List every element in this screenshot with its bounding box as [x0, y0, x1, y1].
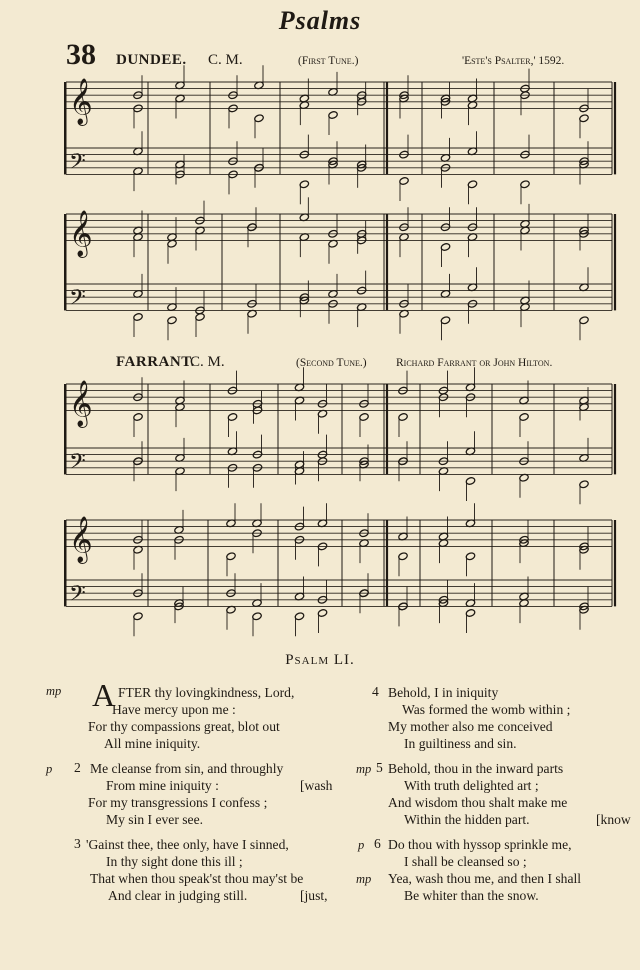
page-title: Psalms — [278, 6, 362, 35]
dynamic-marking: p — [46, 762, 53, 776]
verse-line: Within the hidden part. — [404, 812, 530, 827]
verse-line: With truth delighted art ; — [404, 778, 539, 793]
verse-line: In thy sight done this ill ; — [106, 854, 243, 869]
verse-line: Have mercy upon me : — [112, 702, 236, 717]
verse-line: And wisdom thou shalt make me — [388, 795, 568, 810]
turnover: [wash — [300, 778, 333, 793]
dynamic-marking: mp — [46, 684, 62, 698]
svg-text:𝄞: 𝄞 — [69, 380, 93, 427]
verse-line: Was formed the womb within ; — [402, 702, 571, 717]
tune-name: FARRANT. — [116, 354, 195, 370]
verse-line: I shall be cleansed so ; — [404, 854, 527, 869]
verse-line: Be whiter than the snow. — [404, 888, 539, 903]
verse-line: Yea, wash thou me, and then I shall — [388, 871, 582, 886]
svg-text:𝄢: 𝄢 — [69, 149, 86, 180]
svg-text:𝄢: 𝄢 — [69, 449, 86, 480]
verse-number: 5 — [376, 760, 383, 775]
verse-line: From mine iniquity : — [106, 778, 219, 793]
dynamic-marking: mp — [356, 872, 372, 886]
tune-name: DUNDEE. — [116, 52, 187, 68]
tune-composer: Richard Farrant or John Hilton. — [396, 357, 553, 369]
psalm-heading: Psalm LI. — [285, 652, 355, 668]
verse-number: 3 — [74, 836, 81, 851]
svg-text:𝄞: 𝄞 — [69, 516, 93, 563]
svg-text:𝄢: 𝄢 — [69, 581, 86, 612]
svg-text:𝄞: 𝄞 — [69, 78, 93, 125]
verse-line: Behold, I in iniquity — [388, 685, 499, 700]
verse-line: And clear in judging still. — [108, 888, 248, 903]
verse-line: Behold, thou in the inward parts — [388, 761, 564, 776]
verse-line: 'Gainst thee, thee only, have I sinned, — [86, 837, 289, 852]
verse-line: For my transgressions I confess ; — [88, 795, 268, 810]
svg-text:𝄞: 𝄞 — [69, 210, 93, 257]
tune-meter: C. M. — [190, 354, 225, 370]
verse-line: In guiltiness and sin. — [404, 736, 517, 751]
tune-source: 'Este's Psalter,' 1592. — [462, 55, 565, 67]
verse-line: My sin I ever see. — [106, 812, 204, 827]
drop-cap: A — [92, 677, 116, 713]
verse-number: 2 — [74, 760, 81, 775]
turnover: [know — [596, 812, 631, 827]
tune-note: (First Tune.) — [298, 55, 359, 67]
dynamic-marking: p — [358, 838, 365, 852]
verse-line: My mother also me conceived — [388, 719, 553, 734]
turnover: [just, — [300, 888, 328, 903]
tune-note: (Second Tune.) — [296, 357, 367, 369]
svg-text:𝄢: 𝄢 — [69, 285, 86, 316]
verse-line: FTER thy lovingkindness, Lord, — [118, 685, 295, 700]
verse-number: 4 — [372, 684, 379, 699]
dynamic-marking: mp — [356, 762, 372, 776]
verse-line: For thy compassions great, blot out — [88, 719, 280, 734]
tune-number: 38 — [66, 38, 96, 71]
verse-line: All mine iniquity. — [104, 736, 201, 751]
verse-line: That when thou speak'st thou may'st be — [90, 871, 304, 886]
verse-line: Do thou with hyssop sprinkle me, — [388, 837, 572, 852]
verse-line: Me cleanse from sin, and throughly — [90, 761, 284, 776]
tune-meter: C. M. — [208, 52, 243, 68]
verse-number: 6 — [374, 836, 381, 851]
